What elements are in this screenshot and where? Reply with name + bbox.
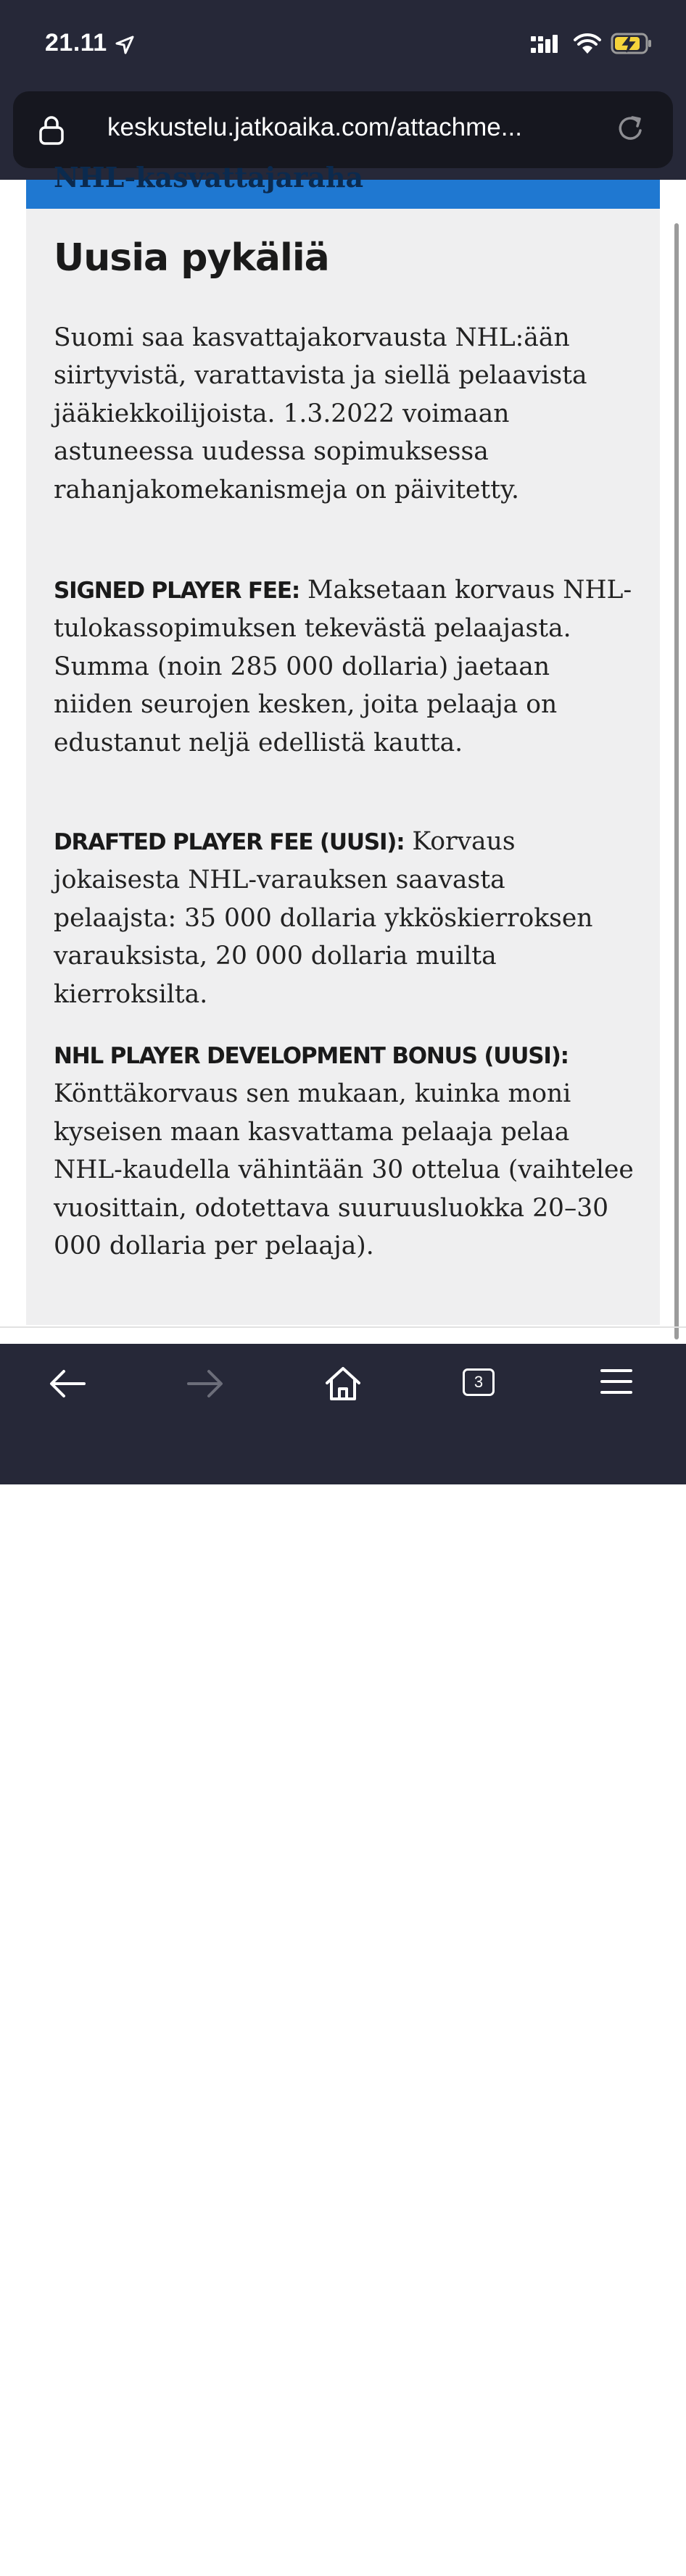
url-text[interactable]: keskustelu.jatkoaika.com/attachme... xyxy=(107,113,522,141)
back-arrow-icon[interactable] xyxy=(48,1367,87,1400)
section-signed-player-fee xyxy=(54,571,634,762)
article-image xyxy=(26,161,660,1325)
address-bar[interactable] xyxy=(13,91,673,168)
cellular-signal-icon xyxy=(531,35,563,57)
section-label: SIGNED PLAYER FEE: xyxy=(54,578,300,604)
intro-paragraph: Suomi saa kasvattajakorvausta NHL:ään siirtyvistä, varattavista ja siellä pelaavista jääkiekkoilijoista. 1.3.2022 voimaan astuneessa uudessa sopimuksessa rahanjakomekanismeja on päivitetty. xyxy=(54,323,587,504)
tabs-button[interactable]: 3 xyxy=(463,1368,495,1396)
article-header-band xyxy=(26,161,660,209)
section-label: DRAFTED PLAYER FEE (UUSI): xyxy=(54,829,405,855)
divider xyxy=(0,1326,686,1328)
scrollbar[interactable] xyxy=(674,223,679,1339)
bottom-toolbar xyxy=(0,1344,686,1484)
forward-arrow-icon[interactable] xyxy=(186,1367,225,1400)
home-indicator xyxy=(220,2567,466,2576)
section-text: Korvaus jokaisesta NHL-varauksen saavasta pelaajsta: 35 000 dollaria ykköskierroksen varauksista, 20 000 dollaria muilta kierroksilta. xyxy=(54,827,593,1009)
location-arrow-icon xyxy=(115,35,135,55)
battery-charging-icon xyxy=(611,32,653,55)
section-development-bonus xyxy=(54,1036,634,1265)
reload-icon[interactable] xyxy=(613,112,648,146)
status-bar xyxy=(0,0,686,90)
section-text: Maksetaan korvaus NHL-tulokassopimuksen tekevästä pelaajasta. Summa (noin 285 000 dollaria) jaetaan niiden seurojen kesken, joita pelaaja on edustanut neljä edellistä kautta. xyxy=(54,576,632,757)
menu-icon[interactable] xyxy=(600,1367,632,1396)
wifi-icon xyxy=(573,32,602,55)
lock-icon xyxy=(35,113,68,146)
status-time: 21.11 xyxy=(45,29,107,57)
article-heading: Uusia pykäliä xyxy=(54,236,329,280)
section-label: NHL PLAYER DEVELOPMENT BONUS (UUSI): xyxy=(54,1043,569,1069)
web-content[interactable] xyxy=(0,161,686,1344)
header-band-text: NHL-kasvattajaraha xyxy=(54,161,364,194)
home-icon[interactable] xyxy=(323,1364,363,1403)
section-text: Könttäkorvaus sen mukaan, kuinka moni kyseisen maan kasvattama pelaaja pelaa NHL-kaudella vähintään 30 ottelua (vaihtelee vuosittain, odotettava suuruusluokka 20–30 000 dollaria per pelaaja). xyxy=(54,1079,634,1261)
section-drafted-player-fee xyxy=(54,823,634,1013)
